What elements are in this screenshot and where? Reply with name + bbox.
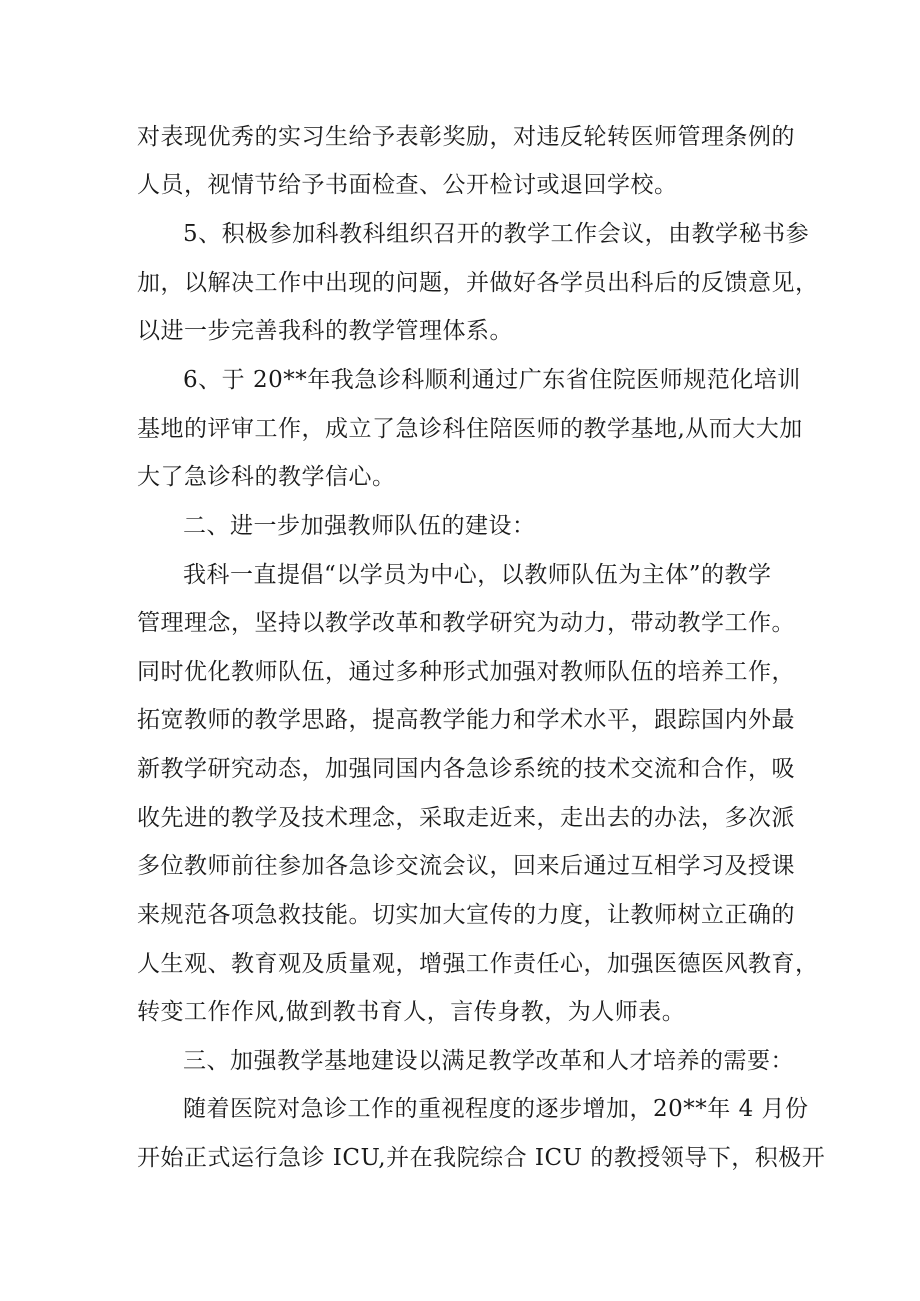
section-2-line-8: 来规范各项急救技能。切实加大宣传的力度，让教师树立正确的 xyxy=(137,902,795,928)
paragraph-5-line-1: 5、积极参加科教科组织召开的教学工作会议，由教学秘书参 xyxy=(183,221,810,247)
text-line-2: 人员，视情节给予书面检查、公开检讨或退回学校。 xyxy=(137,172,678,198)
section-3-line-2: 开始正式运行急诊 ICU,并在我院综合 ICU 的教授领导下，积极开 xyxy=(137,1145,826,1171)
section-2-line-10: 转变工作作风,做到教书育人，言传身教，为人师表。 xyxy=(137,999,686,1025)
section-2-line-2: 管理理念，坚持以教学改革和教学研究为动力，带动教学工作。 xyxy=(137,610,795,636)
paragraph-6-line-1: 6、于 20**年我急诊科顺利通过广东省住院医师规范化培训 xyxy=(183,367,801,393)
paragraph-5-line-2: 加，以解决工作中出现的问题，并做好各学员出科后的反馈意见， xyxy=(137,270,819,296)
paragraph-6-line-2: 基地的评审工作，成立了急诊科住陪医师的教学基地,从而大大加 xyxy=(137,416,803,442)
section-2-line-6: 收先进的教学及技术理念，采取走近来，走出去的办法，多次派 xyxy=(137,805,795,831)
text-line-1: 对表现优秀的实习生给予表彰奖励，对违反轮转医师管理条例的 xyxy=(137,124,795,150)
section-2-line-7: 多位教师前往参加各急诊交流会议，回来后通过互相学习及授课 xyxy=(137,853,795,879)
paragraph-6-line-3: 大了急诊科的教学信心。 xyxy=(137,464,396,490)
section-2-line-4: 拓宽教师的教学思路，提高教学能力和学术水平，跟踪国内外最 xyxy=(137,707,795,733)
section-2-line-1: 我科一直提倡“以学员为中心，以教师队伍为主体”的教学 xyxy=(183,562,772,588)
paragraph-5-line-3: 以进一步完善我科的教学管理体系。 xyxy=(137,318,513,344)
section-2-line-5: 新教学研究动态，加强同国内各急诊系统的技术交流和合作，吸 xyxy=(137,756,795,782)
section-3-heading: 三、加强教学基地建设以满足教学改革和人才培养的需要： xyxy=(183,1048,794,1074)
section-2-heading: 二、进一步加强教师队伍的建设： xyxy=(183,513,536,539)
section-3-line-1: 随着医院对急诊工作的重视程度的逐步增加，20**年 4 月份 xyxy=(183,1096,809,1122)
section-2-line-3: 同时优化教师队伍，通过多种形式加强对教师队伍的培养工作， xyxy=(137,659,795,685)
section-2-line-9: 人生观、教育观及质量观，增强工作责任心，加强医德医风教育， xyxy=(137,951,819,977)
